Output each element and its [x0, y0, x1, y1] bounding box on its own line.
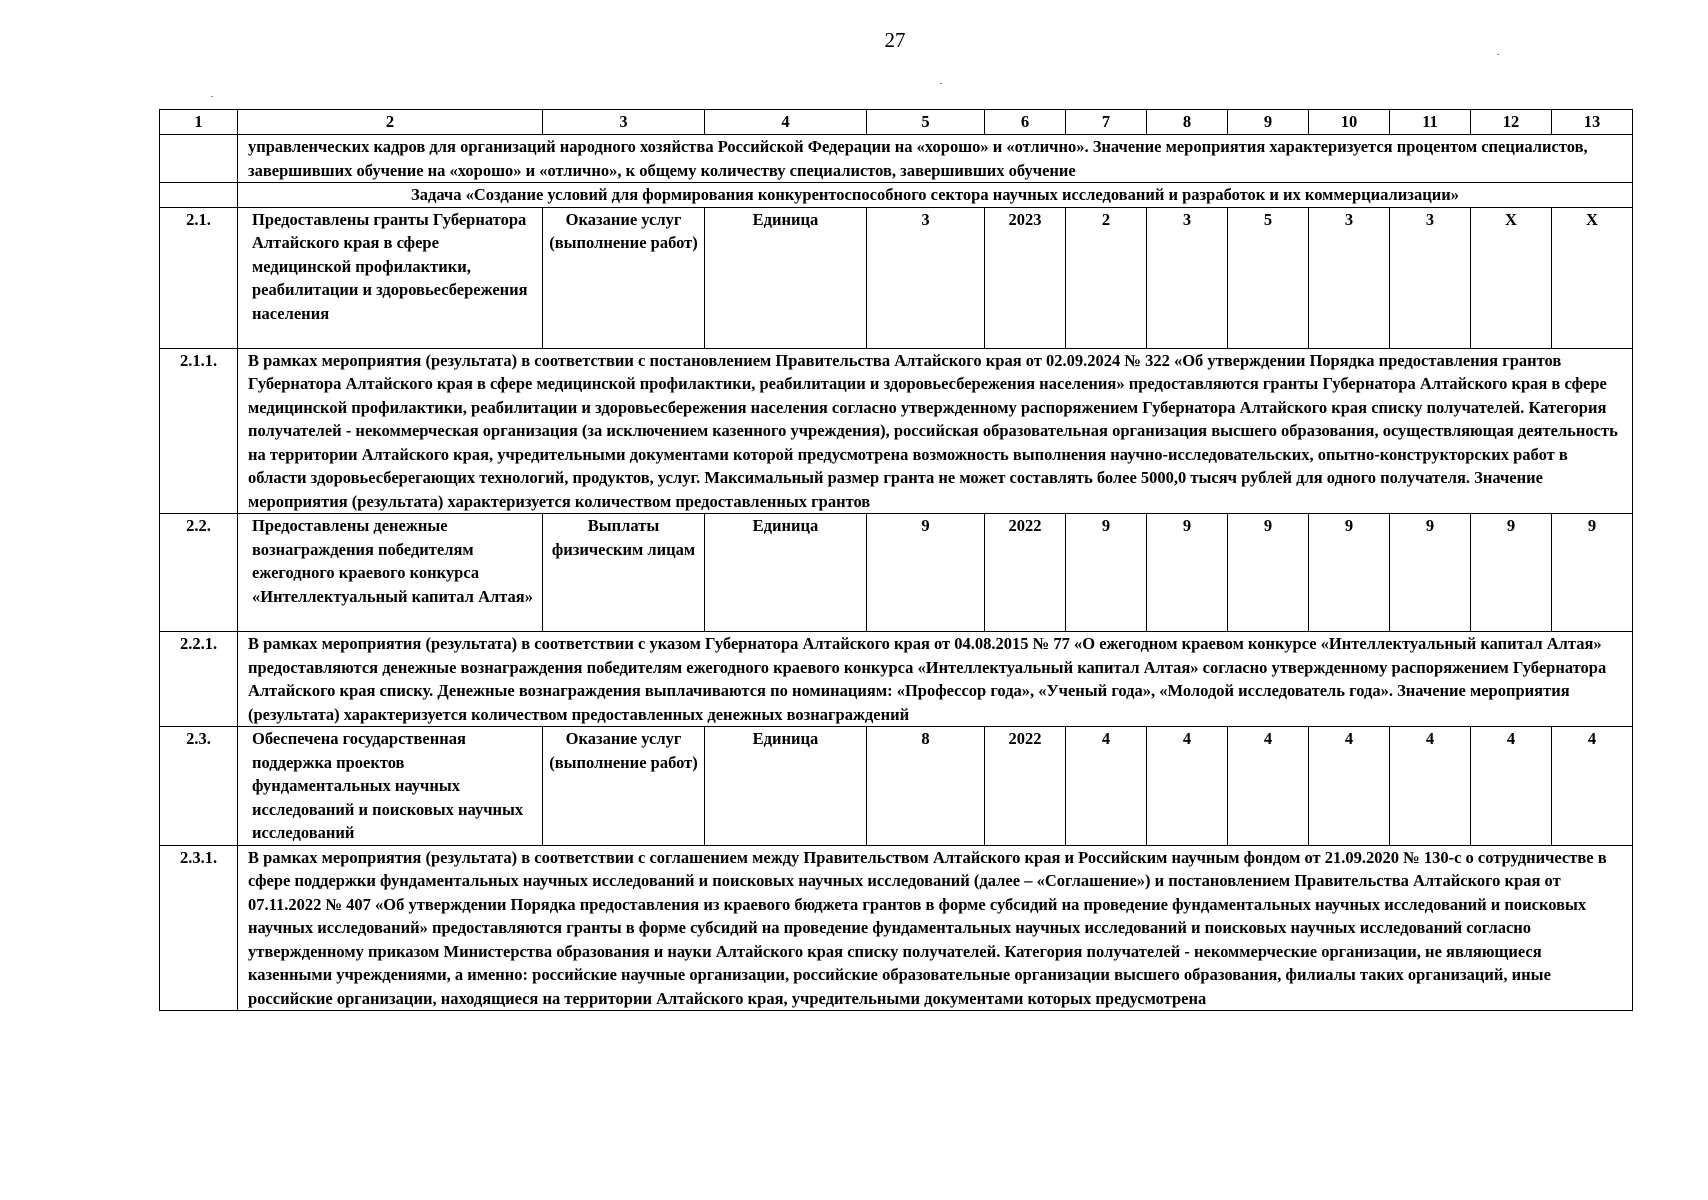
value-cell: 4 — [1552, 727, 1633, 846]
value-cell: 8 — [867, 727, 985, 846]
row-number: 2.3.1. — [160, 845, 238, 1011]
task-row — [160, 183, 1633, 208]
measure-type: Выплаты физическим лицам — [543, 514, 705, 632]
column-header: 9 — [1228, 110, 1309, 135]
column-header: 4 — [705, 110, 867, 135]
value-cell: 4 — [1471, 727, 1552, 846]
value-cell: 4 — [1147, 727, 1228, 846]
description-row — [160, 632, 1633, 727]
measure-unit: Единица — [705, 727, 867, 846]
value-cell: 2 — [1066, 207, 1147, 348]
value-cell: 9 — [867, 514, 985, 632]
row-number-cell — [160, 183, 238, 208]
description-row — [160, 348, 1633, 514]
column-header: 2 — [238, 110, 543, 135]
description-row — [160, 845, 1633, 1011]
column-header: 6 — [985, 110, 1066, 135]
value-cell: X — [1471, 207, 1552, 348]
year-cell: 2022 — [985, 727, 1066, 846]
value-cell: 9 — [1228, 514, 1309, 632]
value-cell: 4 — [1390, 727, 1471, 846]
scan-speck — [1497, 54, 1499, 55]
value-cell: 3 — [867, 207, 985, 348]
value-cell: 9 — [1309, 514, 1390, 632]
row-number: 2.1.1. — [160, 348, 238, 514]
value-cell: 9 — [1390, 514, 1471, 632]
value-cell: 3 — [1147, 207, 1228, 348]
value-cell: 9 — [1552, 514, 1633, 632]
measure-name: Предоставлены денежные вознаграждения победителям ежегодного краевого конкурса «Интеллектуальный капитал Алтая» — [238, 514, 543, 632]
value-cell: 4 — [1228, 727, 1309, 846]
page-number: 27 — [884, 28, 906, 52]
row-number: 2.3. — [160, 727, 238, 846]
description-text: В рамках мероприятия (результата) в соответствии с постановлением Правительства Алтайского края от 02.09.2024 № 322 «Об утверждении Порядка предоставления грантов Губернатора Алтайского края в сфере медицинской профилактики, реабилитации и здоровьесбережения населения» предоставляются гранты Губернатора Алтайского края в сфере медицинской профилактики, реабилитации и здоровьесбережения населения согласно утвержденному распоряжением Губернатора Алтайского края списку получателей. Категория получателей - некоммерческая организация (за исключением казенного учреждения), российская образовательная организация высшего образования, осуществляющая деятельность на территории Алтайского края, учредительными документами которой предусмотрена возможность выполнения научно-исследовательских, опытно-конструкторских работ в области здоровьесберегающих технологий, продуктов, услуг. Максимальный размер гранта не может составлять более 5000,0 тысяч рублей для одного получателя. Значение мероприятия (результата) характеризуется количеством предоставленных грантов — [238, 348, 1633, 514]
column-header: 11 — [1390, 110, 1471, 135]
table-row — [160, 727, 1633, 846]
value-cell: X — [1552, 207, 1633, 348]
value-cell: 4 — [1309, 727, 1390, 846]
measure-unit: Единица — [705, 207, 867, 348]
value-cell: 3 — [1309, 207, 1390, 348]
value-cell: 9 — [1147, 514, 1228, 632]
value-cell: 5 — [1228, 207, 1309, 348]
column-header: 7 — [1066, 110, 1147, 135]
year-cell: 2023 — [985, 207, 1066, 348]
measure-unit: Единица — [705, 514, 867, 632]
value-cell: 9 — [1066, 514, 1147, 632]
description-text: В рамках мероприятия (результата) в соответствии с соглашением между Правительством Алтайского края и Российским научным фондом от 21.09.2020 № 130-с о сотрудничестве в сфере поддержки фундаментальных научных исследований и поисковых научных исследований (далее – «Соглашение») и постановлением Правительства Алтайского края от 07.11.2022 № 407 «Об утверждении Порядка предоставления из краевого бюджета грантов в форме субсидий на проведение фундаментальных научных исследований и поисковых научных исследований» предоставляются гранты в форме субсидий на проведение фундаментальных научных исследований и поисковых научных исследований согласно утвержденному приказом Министерства образования и науки Алтайского края списку получателей. Категория получателей - некоммерческие организации, не являющиеся казенными учреждениями, а именно: российские научные организации, российские образовательные организации высшего образования, филиалы таких организаций, иные российские организации, находящиеся на территории Алтайского края, учредительными документами которых предусмотрена — [238, 845, 1633, 1011]
value-cell: 3 — [1390, 207, 1471, 348]
column-header: 10 — [1309, 110, 1390, 135]
column-header: 3 — [543, 110, 705, 135]
measure-name: Предоставлены гранты Губернатора Алтайского края в сфере медицинской профилактики, реабилитации и здоровьесбережения населения — [238, 207, 543, 348]
scan-speck — [940, 83, 942, 84]
row-number-cell — [160, 135, 238, 183]
column-header: 1 — [160, 110, 238, 135]
column-number-header-row — [160, 110, 1633, 135]
row-number: 2.2. — [160, 514, 238, 632]
continuation-text: управленческих кадров для организаций народного хозяйства Российской Федерации на «хорошо» и «отлично». Значение мероприятия характеризуется процентом специалистов, завершивших обучение на «хорошо» и «отлично», к общему количеству специалистов, завершивших обучение — [238, 135, 1633, 183]
table-row — [160, 514, 1633, 632]
column-header: 5 — [867, 110, 985, 135]
table-row — [160, 207, 1633, 348]
measure-name: Обеспечена государственная поддержка проектов фундаментальных научных исследований и поисковых научных исследований — [238, 727, 543, 846]
column-header: 12 — [1471, 110, 1552, 135]
column-header: 8 — [1147, 110, 1228, 135]
row-number: 2.1. — [160, 207, 238, 348]
year-cell: 2022 — [985, 514, 1066, 632]
measures-table — [159, 109, 1633, 1011]
measure-type: Оказание услуг (выполнение работ) — [543, 207, 705, 348]
row-number: 2.2.1. — [160, 632, 238, 727]
measure-type: Оказание услуг (выполнение работ) — [543, 727, 705, 846]
task-title: Задача «Создание условий для формирования конкурентоспособного сектора научных исследований и разработок и их коммерциализации» — [238, 183, 1633, 208]
scan-speck — [211, 96, 213, 97]
continuation-row — [160, 135, 1633, 183]
value-cell: 9 — [1471, 514, 1552, 632]
column-header: 13 — [1552, 110, 1633, 135]
value-cell: 4 — [1066, 727, 1147, 846]
description-text: В рамках мероприятия (результата) в соответствии с указом Губернатора Алтайского края от 04.08.2015 № 77 «О ежегодном краевом конкурсе «Интеллектуальный капитал Алтая» предоставляются денежные вознаграждения победителям ежегодного краевого конкурса «Интеллектуальный капитал Алтая» согласно утвержденному распоряжением Губернатора Алтайского края списку. Денежные вознаграждения выплачиваются по номинациям: «Профессор года», «Ученый года», «Молодой исследователь года». Значение мероприятия (результата) характеризуется количеством предоставленных денежных вознаграждений — [238, 632, 1633, 727]
